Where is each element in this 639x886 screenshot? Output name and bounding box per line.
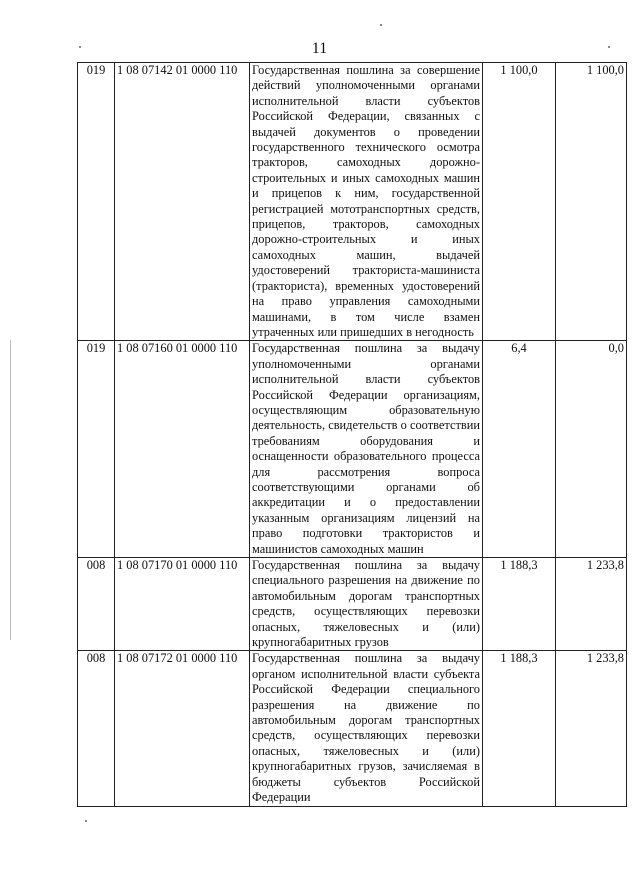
admin-code-cell: 019: [78, 63, 115, 341]
table-row: [78, 341, 627, 558]
admin-code-cell: 019: [78, 341, 115, 558]
budget-classification-code-cell: 1 08 07142 01 0000 110: [115, 63, 250, 341]
revenue-name-text: Государственная пошлина за выдачу органом исполнительной власти субъекта Российской Федерации специального разрешения на движение по автомобильным дорогам транспортных средств, осуществляющих перевозки опасных, тяжеловесных и (или) крупногабаритных грузов, зачисляемая в бюджеты субъектов Российской Федерации: [252, 651, 480, 805]
revenue-name-text: Государственная пошлина за выдачу специального разрешения на движение по автомобильным дорогам транспортных средств, осуществляющих перевозки опасных, тяжеловесных и (или) крупногабаритных грузов: [252, 558, 480, 650]
amount-cell-2: 1 100,0: [556, 63, 627, 341]
revenue-name-cell: [250, 558, 483, 651]
amount-cell-1: 6,4: [483, 341, 556, 558]
scan-edge-line: [10, 340, 11, 640]
admin-code-cell: 008: [78, 651, 115, 806]
budget-classification-code-cell: 1 08 07170 01 0000 110: [115, 558, 250, 651]
amount-cell-2: 1 233,8: [556, 558, 627, 651]
amount-cell-1: 1 188,3: [483, 651, 556, 806]
scan-speck: [85, 820, 87, 822]
admin-code-cell: 008: [78, 558, 115, 651]
amount-cell-1: 1 100,0: [483, 63, 556, 341]
amount-cell-2: 1 233,8: [556, 651, 627, 806]
budget-classification-code-cell: 1 08 07172 01 0000 110: [115, 651, 250, 806]
scan-speck: [79, 46, 81, 48]
budget-classification-code-cell: 1 08 07160 01 0000 110: [115, 341, 250, 558]
page-number: 11: [311, 40, 328, 57]
revenue-name-cell: [250, 63, 483, 341]
table-row: [78, 63, 627, 341]
revenue-name-cell: [250, 651, 483, 806]
table-row: [78, 558, 627, 651]
revenue-name-text: Государственная пошлина за выдачу уполномоченными органами исполнительной власти субъектов Российской Федерации организациям, осуществляющим образовательную деятельность, свидетельств о соответствии требованиям оборудования и оснащенности образовательного процесса для рассмотрения вопроса соответствующими органами об аккредитации и о предоставлении указанным организациям лицензий на право подготовки трактористов и машинистов самоходных машин: [252, 341, 480, 556]
revenue-name-text: Государственная пошлина за совершение действий уполномоченными органами исполнительной власти субъектов Российской Федерации, связанных с выдачей документов о проведении государственного технического осмотра тракторов, самоходных дорожно-строительных и иных самоходных машин и прицепов к ним, государственной регистрацией мототранспортных средств, прицепов, тракторов, самоходных дорожно-строительных и иных самоходных машин, выдачей удостоверений тракториста-машиниста (тракториста), временных удостоверений на право управления самоходными машинами, в том числе взамен утраченных или пришедших в негодность: [252, 63, 480, 339]
scan-speck: [380, 24, 382, 26]
scan-speck: [608, 46, 610, 48]
table-row: [78, 651, 627, 806]
budget-revenue-table: [77, 62, 627, 807]
amount-cell-2: 0,0: [556, 341, 627, 558]
revenue-name-cell: [250, 341, 483, 558]
amount-cell-1: 1 188,3: [483, 558, 556, 651]
